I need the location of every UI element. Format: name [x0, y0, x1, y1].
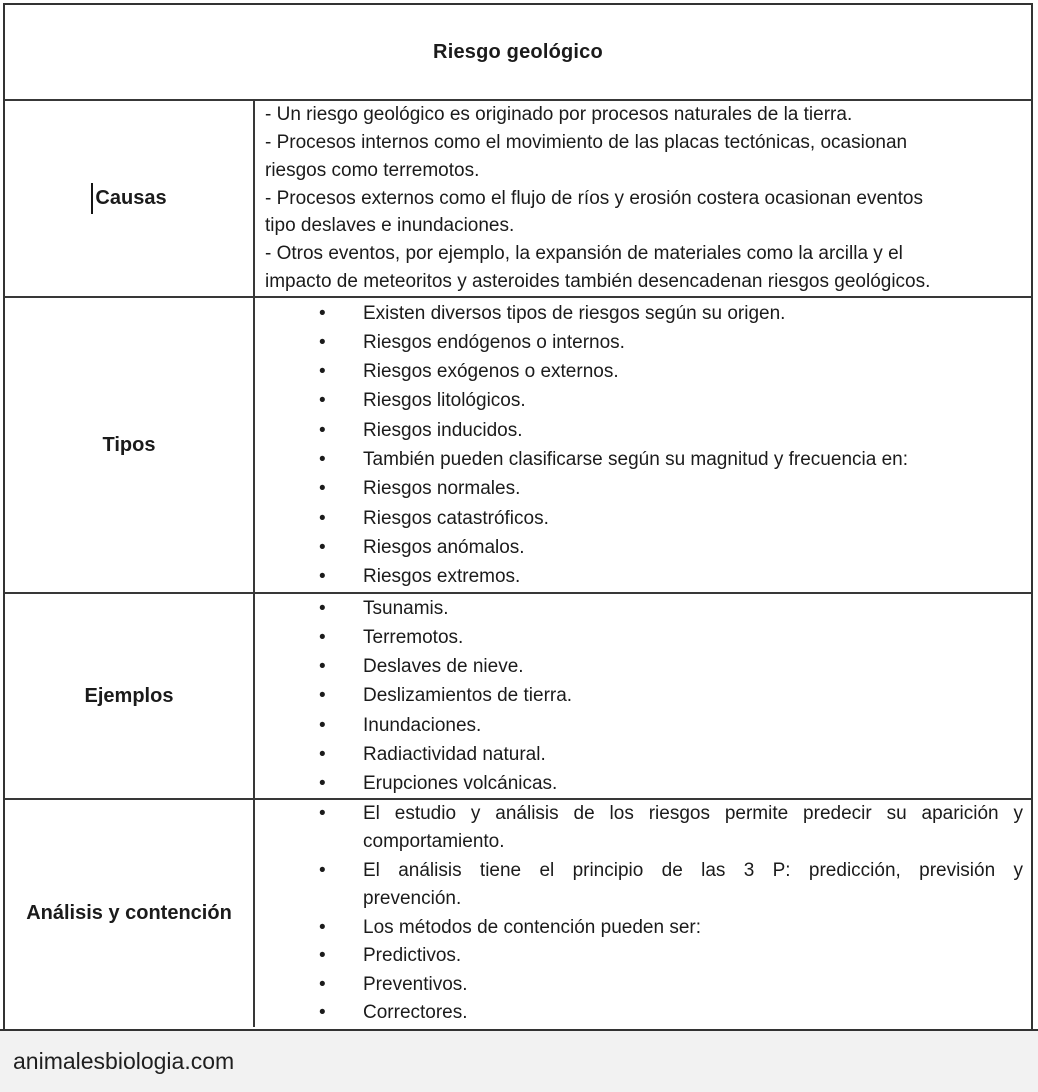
bullet-item: [265, 445, 1023, 474]
text-line: riesgos como terremotos.: [265, 159, 480, 181]
bullet-item: [265, 711, 1023, 740]
text-line: • Riesgos catastróficos.: [363, 507, 549, 529]
ejemplos-content: [255, 594, 1031, 798]
bullet-item: [265, 857, 1023, 914]
bullet-item: [265, 942, 1023, 971]
text-line: impacto de meteoritos y asteroides también desencadenan riesgos geológicos.: [265, 270, 931, 292]
text-line: • Tsunamis.: [363, 598, 449, 620]
text-line: • Deslaves de nieve.: [363, 656, 524, 678]
text-line: • Inundaciones.: [363, 714, 482, 736]
text-line: • Los métodos de contención pueden ser:: [363, 916, 702, 938]
text-line: - Procesos externos como el flujo de ríos y erosión costera ocasionan eventos: [265, 187, 923, 209]
text-line: - Otros eventos, por ejemplo, la expansión de materiales como la arcilla y el: [265, 243, 903, 265]
site-watermark: animalesbiologia.com: [13, 1048, 235, 1074]
row-label-text: Análisis y contención: [26, 902, 232, 924]
bullet-item: [265, 740, 1023, 769]
row-label-causas: [5, 101, 255, 296]
bullet-item: [265, 386, 1023, 415]
text-line: • Existen diversos tipos de riesgos según su origen.: [363, 302, 786, 324]
bullet-item: [265, 416, 1023, 445]
page-title: Riesgo geológico: [433, 40, 603, 63]
row-label-text: Causas: [95, 187, 167, 209]
bullet-item: [265, 299, 1023, 328]
bullet-item: [265, 474, 1023, 503]
text-line: • Predictivos.: [363, 945, 462, 966]
row-causas: [5, 99, 1031, 296]
text-line: tipo deslaves e inundaciones.: [265, 215, 515, 237]
bullet-item: [265, 769, 1023, 798]
text-line: • Terremotos.: [363, 627, 464, 649]
text-line: • Riesgos litológicos.: [363, 390, 526, 412]
text-line: • El estudio y análisis de los riesgos permite predecir su aparición y: [363, 802, 1023, 824]
text-line: • Radiactividad natural.: [363, 743, 546, 765]
text-line: • También pueden clasificarse según su magnitud y frecuencia en:: [363, 449, 908, 470]
analisis-list: [265, 800, 1023, 1028]
text-line: • Preventivos.: [363, 973, 468, 995]
text-line: • Riesgos anómalos.: [363, 536, 525, 558]
text-line: • Deslizamientos de tierra.: [363, 685, 573, 707]
ejemplos-list: [265, 594, 1023, 798]
text-line: • Correctores.: [363, 1002, 468, 1023]
text-line: • Erupciones volcánicas.: [363, 772, 558, 794]
bullet-item: [265, 533, 1023, 562]
causas-content: [255, 101, 1031, 296]
bullet-item: [265, 999, 1023, 1028]
row-ejemplos: [5, 592, 1031, 798]
row-label-ejemplos: [5, 594, 255, 798]
text-line: prevención.: [363, 888, 462, 909]
analisis-content: [255, 800, 1031, 1027]
row-analisis: [5, 798, 1031, 1027]
text-line: • El análisis tiene el principio de las 3 P: predicción, previsión y: [363, 859, 1023, 881]
bullet-item: [265, 594, 1023, 623]
text-line: • Riesgos extremos.: [363, 566, 521, 588]
bullet-item: [265, 800, 1023, 857]
text-line: • Riesgos normales.: [363, 478, 521, 500]
tipos-list: [265, 299, 1023, 592]
tipos-content: [255, 298, 1031, 592]
row-tipos: [5, 296, 1031, 592]
riesgo-geologico-table: [3, 3, 1033, 1029]
text-line: - Procesos internos como el movimiento de las placas tectónicas, ocasionan: [265, 132, 908, 153]
bullet-item: [265, 681, 1023, 710]
bullet-item: [265, 328, 1023, 357]
text-line: • Riesgos endógenos o internos.: [363, 331, 625, 353]
footer-bar: [0, 1029, 1038, 1092]
title-row: [5, 5, 1031, 99]
bullet-item: [265, 357, 1023, 386]
text-line: - Un riesgo geológico es originado por procesos naturales de la tierra.: [265, 104, 853, 126]
row-label-text: Ejemplos: [84, 684, 174, 707]
text-cursor: [91, 183, 93, 214]
bullet-item: [265, 623, 1023, 652]
bullet-item: [265, 562, 1023, 591]
bullet-item: [265, 652, 1023, 681]
bullet-item: [265, 971, 1023, 1000]
row-label-tipos: [5, 298, 255, 592]
bullet-item: [265, 914, 1023, 943]
text-line: • Riesgos exógenos o externos.: [363, 361, 619, 383]
row-label-text: Tipos: [102, 433, 156, 456]
text-line: • Riesgos inducidos.: [363, 419, 523, 441]
row-label-analisis: [5, 800, 255, 1027]
bullet-item: [265, 504, 1023, 533]
text-line: comportamiento.: [363, 831, 505, 852]
